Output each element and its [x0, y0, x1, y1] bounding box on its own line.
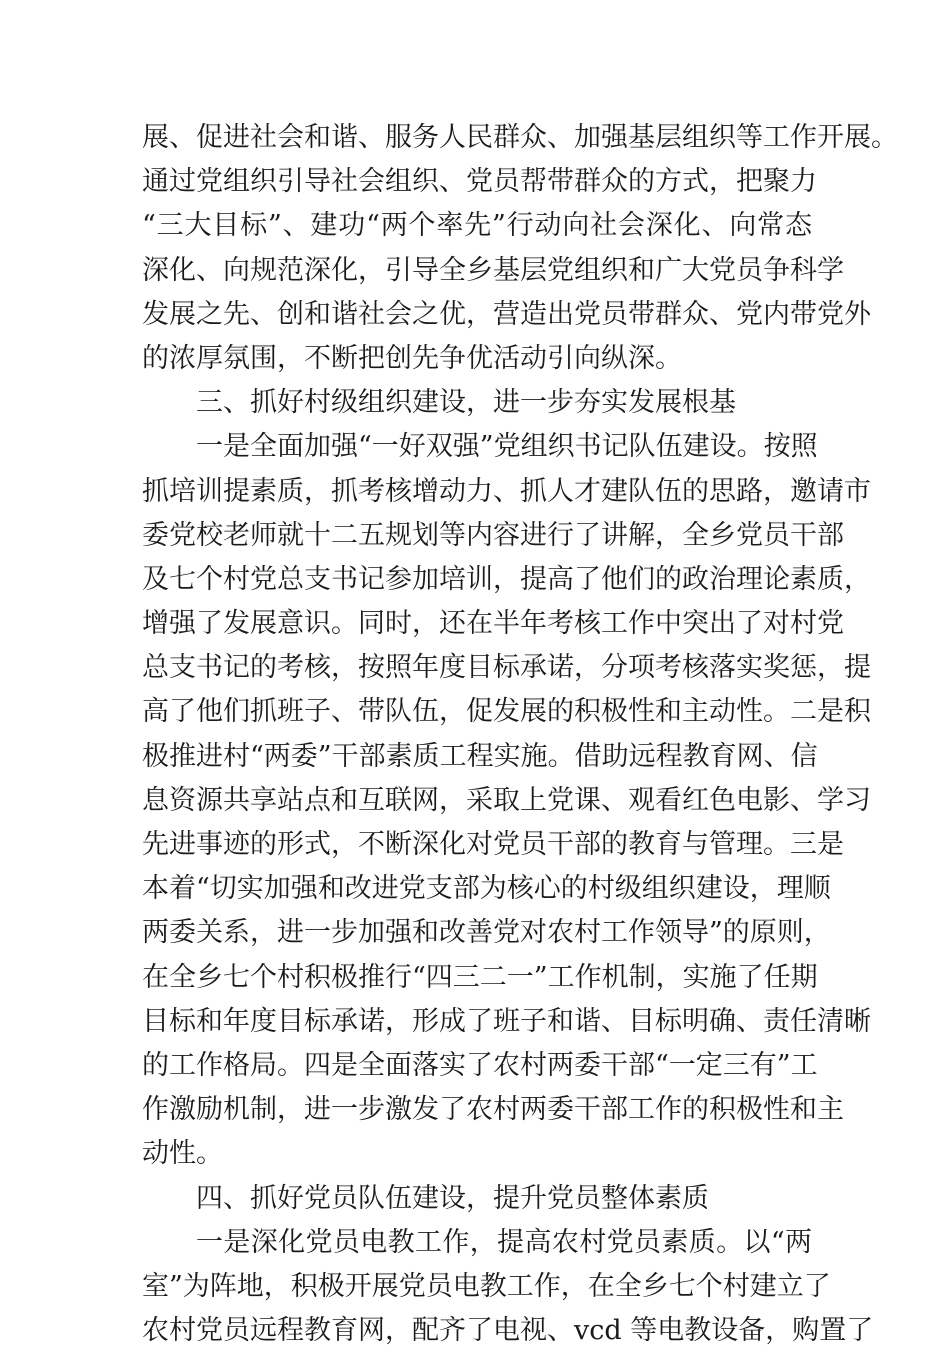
text-line: 高了他们抓班子、带队伍，促发展的积极性和主动性。二是积	[142, 696, 871, 728]
text-line: 的工作格局。四是全面落实了农村两委干部“一定三有”工	[142, 1049, 818, 1081]
text-line: 增强了发展意识。同时，还在半年考核工作中突出了对村党	[142, 608, 844, 640]
text-line: 一是深化党员电教工作，提高农村党员素质。以“两	[196, 1226, 812, 1258]
text-line: 通过党组织引导社会组织、党员帮带群众的方式，把聚力	[142, 166, 817, 198]
text-line: 作激励机制，进一步激发了农村两委干部工作的积极性和主	[142, 1094, 844, 1126]
text-line: 两委关系，进一步加强和改善党对农村工作领导”的原则，	[142, 917, 831, 949]
text-line: 在全乡七个村积极推行“四三二一”工作机制，实施了任期	[142, 961, 818, 993]
section-heading: 三、抓好村级组织建设，进一步夯实发展根基	[196, 387, 736, 419]
text-line: “三大目标”、建功“两个率先”行动向社会深化、向常态	[142, 210, 812, 242]
body-text	[142, 116, 898, 1353]
text-line: 室”为阵地，积极开展党员电教工作，在全乡七个村建立了	[142, 1270, 831, 1302]
text-line: 深化、向规范深化，引导全乡基层党组织和广大党员争科学	[142, 254, 844, 286]
text-line: 目标和年度目标承诺，形成了班子和谐、目标明确、责任清晰	[142, 1005, 871, 1037]
text-line: 农村党员远程教育网，配齐了电视、vcd 等电教设备，购置了	[142, 1315, 874, 1347]
text-line: 极推进村“两委”干部素质工程实施。借助远程教育网、信	[142, 740, 818, 772]
text-line: 展、促进社会和谐、服务人民群众、加强基层组织等工作开展。	[142, 122, 898, 153]
text-line: 及七个村党总支书记参加培训，提高了他们的政治理论素质，	[142, 563, 871, 595]
text-line: 抓培训提素质，抓考核增动力、抓人才建队伍的思路，邀请市	[142, 475, 871, 507]
text-line: 一是全面加强“一好双强”党组织书记队伍建设。按照	[196, 431, 818, 463]
text-line: 息资源共享站点和互联网，采取上党课、观看红色电影、学习	[142, 784, 871, 816]
text-line: 先进事迹的形式，不断深化对党员干部的教育与管理。三是	[142, 829, 844, 860]
text-line: 的浓厚氛围，不断把创先争优活动引向纵深。	[142, 342, 682, 374]
text-line: 动性。	[142, 1138, 223, 1170]
text-line: 委党校老师就十二五规划等内容进行了讲解，全乡党员干部	[142, 519, 844, 551]
section-heading: 四、抓好党员队伍建设，提升党员整体素质	[196, 1182, 709, 1214]
text-line: 总支书记的考核，按照年度目标承诺，分项考核落实奖惩，提	[142, 652, 871, 684]
text-line: 本着“切实加强和改进党支部为核心的村级组织建设，理顺	[142, 873, 831, 905]
text-line: 发展之先、创和谐社会之优，营造出党员带群众、党内带党外	[142, 298, 871, 330]
